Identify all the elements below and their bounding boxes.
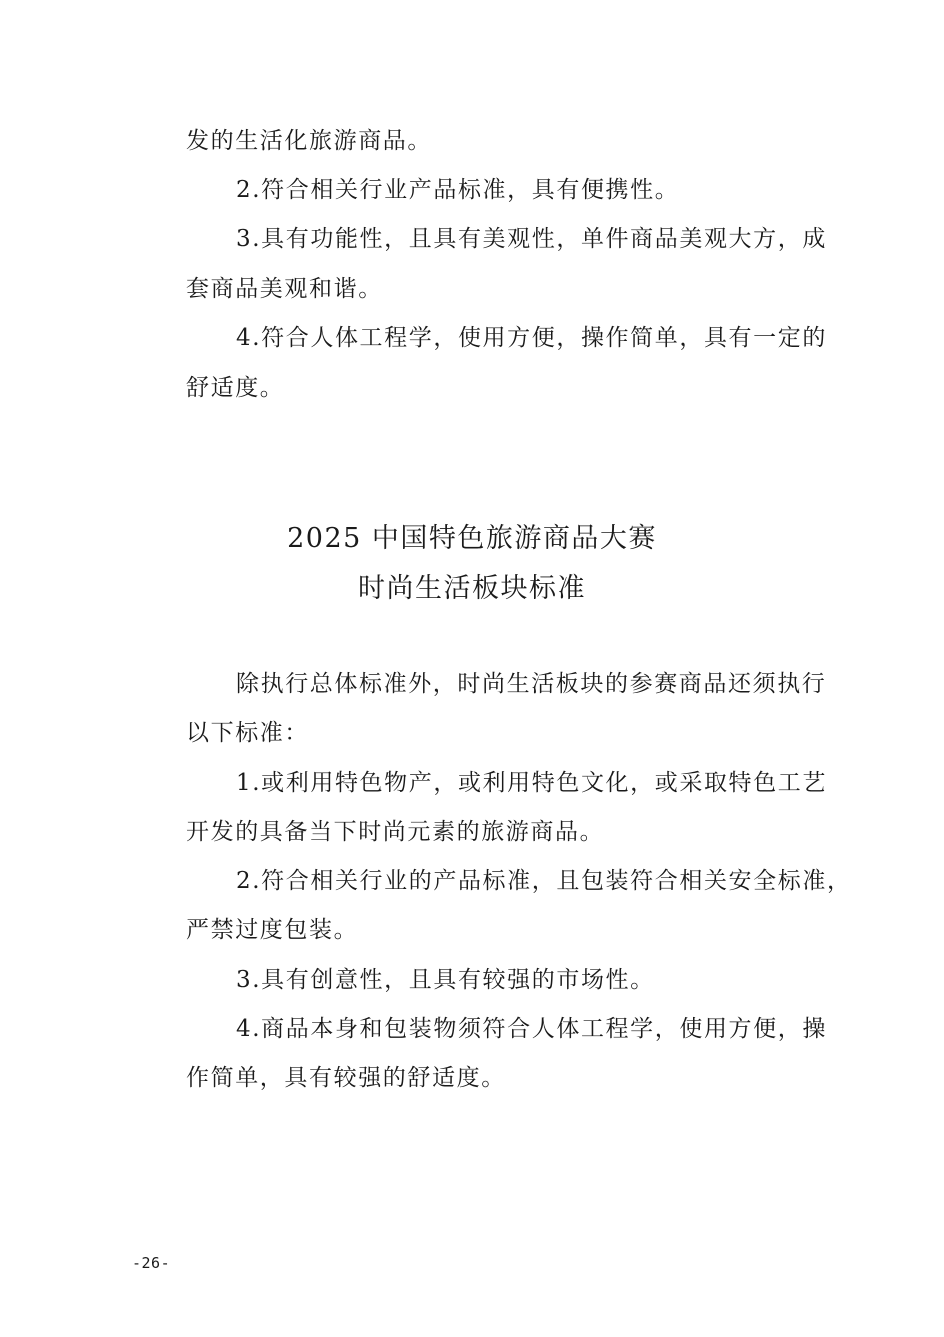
- text-line: 舒适度。: [186, 375, 285, 401]
- text-line: 严禁过度包装。: [186, 917, 359, 943]
- intro-line: 除执行总体标准外，时尚生活板块的参赛商品还须执行: [236, 671, 827, 697]
- criterion-4-line: 4.商品本身和包装物须符合人体工程学，使用方便，操: [236, 1016, 827, 1042]
- criterion-3-line: 3.具有创意性，且具有较强的市场性。: [236, 967, 655, 993]
- text-line: 作简单，具有较强的舒适度。: [186, 1065, 506, 1091]
- criterion-2-line: 2.符合相关行业的产品标准，且包装符合相关安全标准，: [236, 868, 852, 894]
- criterion-3-line: 3.具有功能性，且具有美观性，单件商品美观大方，成: [236, 226, 827, 252]
- page-number: -26-: [132, 1254, 171, 1272]
- text-line: 发的生活化旅游商品。: [186, 128, 432, 154]
- section-title-line1: 2025 中国特色旅游商品大赛: [287, 523, 657, 554]
- criterion-1-line: 1.或利用特色物产，或利用特色文化，或采取特色工艺: [236, 770, 827, 796]
- criterion-2-line: 2.符合相关行业产品标准，具有便携性。: [236, 177, 680, 203]
- text-line: 套商品美观和谐。: [186, 276, 383, 302]
- section-title-line2: 时尚生活板块标准: [358, 573, 586, 604]
- text-line: 开发的具备当下时尚元素的旅游商品。: [186, 819, 605, 845]
- criterion-4-line: 4.符合人体工程学，使用方便，操作简单，具有一定的: [236, 325, 827, 351]
- text-line: 以下标准：: [186, 720, 309, 746]
